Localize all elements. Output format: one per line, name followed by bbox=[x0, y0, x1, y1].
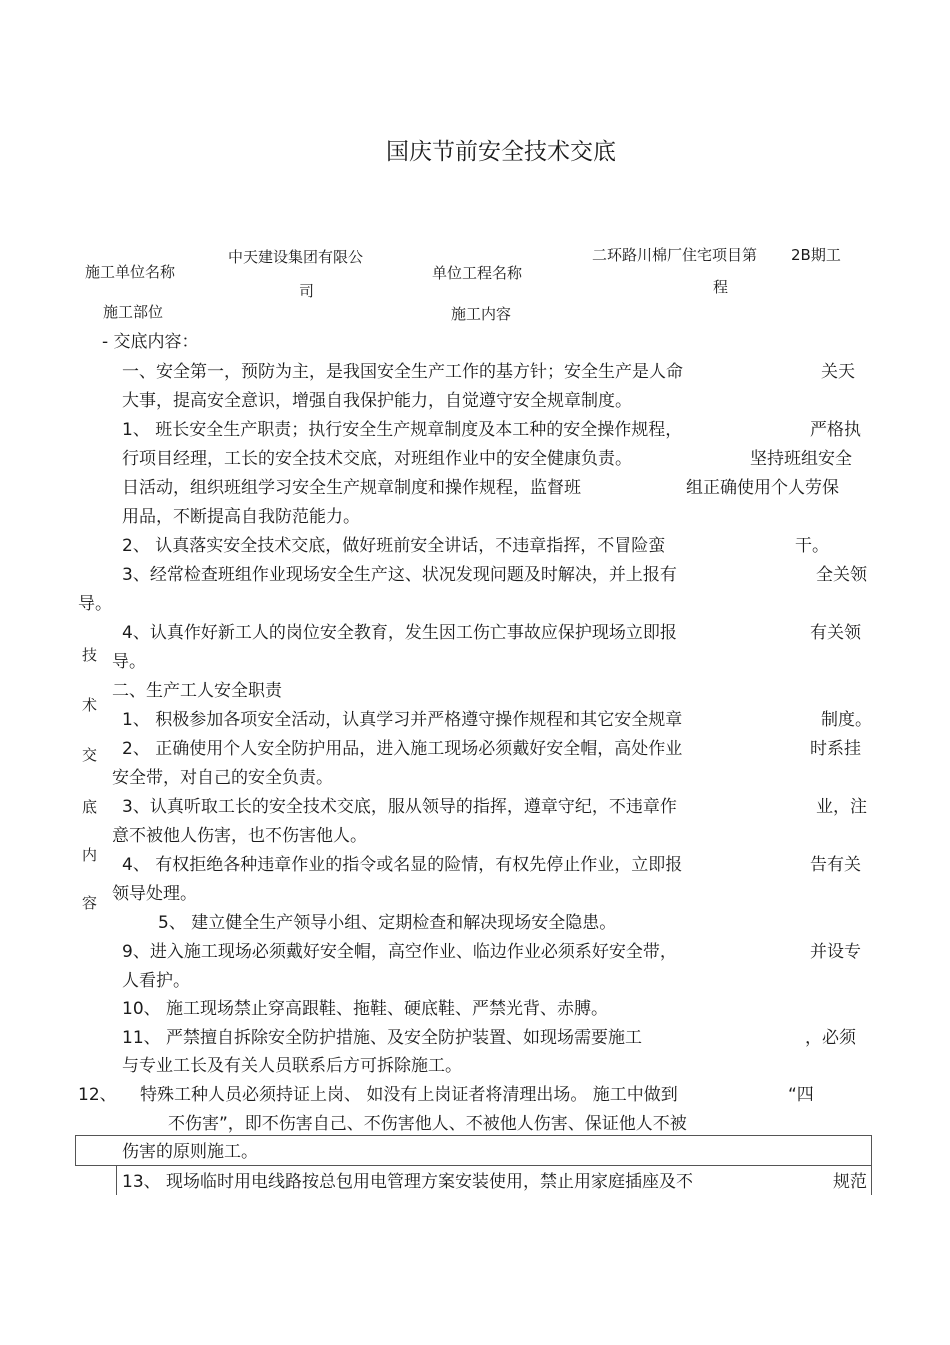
body-line-tail: 有关领 bbox=[810, 623, 861, 643]
body-line: 与专业工长及有关人员联系后方可拆除施工。 bbox=[122, 1056, 462, 1076]
body-line-tail: 业，注 bbox=[816, 797, 867, 817]
project-label: 单位工程名称 bbox=[432, 264, 523, 282]
table-left-border bbox=[75, 1135, 76, 1165]
body-line: 导。 bbox=[112, 652, 146, 672]
project-value-b: 2B期工 bbox=[791, 246, 841, 264]
body-line-tail: “四 bbox=[788, 1085, 814, 1105]
body-line-mid: 特殊工种人员必须持证上岗、 如没有上岗证者将清理出场。 施工中做到 bbox=[140, 1085, 678, 1105]
body-line: 用品，不断提高自我防范能力。 bbox=[122, 507, 360, 527]
unit-value-line2: 司 bbox=[299, 282, 315, 300]
body-line-tail: 坚持班组安全 bbox=[750, 449, 852, 469]
table-top-border bbox=[75, 1135, 872, 1136]
body-line: 2、 正确使用个人安全防护用品，进入施工现场必须戴好安全帽，高处作业 bbox=[122, 739, 683, 759]
body-line: 9、进入施工现场必须戴好安全帽，高空作业、临边作业必须系好安全带， bbox=[122, 942, 677, 962]
body-line-tail: 时系挂 bbox=[810, 739, 861, 759]
side-label-char: 内 bbox=[82, 846, 98, 864]
table-row-border bbox=[75, 1165, 872, 1166]
body-line: 5、 建立健全生产领导小组、定期检查和解决现场安全隐患。 bbox=[158, 913, 617, 933]
body-line: 领导处理。 bbox=[112, 884, 197, 904]
body-line: 行项目经理，工长的安全技术交底，对班组作业中的安全健康负责。 bbox=[122, 449, 632, 469]
body-line: 意不被他人伤害，也不伤害他人。 bbox=[112, 826, 367, 846]
body-line: 1、 积极参加各项安全活动，认真学习并严格遵守操作规程和其它安全规章 bbox=[122, 710, 683, 730]
unit-label: 施工单位名称 bbox=[85, 263, 176, 281]
body-line: 4、 有权拒绝各种违章作业的指令或名显的险情，有权先停止作业，立即报 bbox=[122, 855, 683, 875]
content-label: 施工内容 bbox=[451, 305, 512, 323]
page-title: 国庆节前安全技术交底 bbox=[386, 139, 616, 165]
body-line: 一、安全第一，预防为主，是我国安全生产工作的基方针；安全生产是人命 bbox=[122, 362, 683, 382]
body-line: 3、经常检查班组作业现场安全生产这、状况发现问题及时解决，并上报有 bbox=[122, 565, 677, 585]
body-line: 11、 严禁擅自拆除安全防护措施、及安全防护装置、如现场需要施工 bbox=[122, 1028, 643, 1048]
body-line-tail: ，必须 bbox=[805, 1028, 856, 1048]
side-label-char: 技 bbox=[82, 646, 98, 664]
body-line-tail: 关天 bbox=[821, 362, 855, 382]
side-label-char: 容 bbox=[82, 894, 98, 912]
body-line: 人看护。 bbox=[122, 971, 190, 991]
body-line-tail: 全关领 bbox=[816, 565, 867, 585]
body-line: 导。 bbox=[78, 594, 112, 614]
unit-value-line1: 中天建设集团有限公 bbox=[228, 248, 364, 266]
project-value-line2: 程 bbox=[713, 278, 729, 296]
body-line: 日活动，组织班组学习安全生产规章制度和操作规程，监督班 bbox=[122, 478, 581, 498]
table-inner-border bbox=[116, 1165, 117, 1195]
body-line: 安全带，对自己的安全负责。 bbox=[112, 768, 333, 788]
body-line: 伤害的原则施工。 bbox=[122, 1142, 258, 1162]
body-line: 大事，提高安全意识，增强自我保护能力，自觉遵守安全规章制度。 bbox=[122, 391, 632, 411]
body-line: 13、 现场临时用电线路按总包用电管理方案安装使用，禁止用家庭插座及不 bbox=[122, 1172, 694, 1192]
body-line: 1、 班长安全生产职责；执行安全生产规章制度及本工种的安全操作规程， bbox=[122, 420, 683, 440]
body-line: 2、 认真落实安全技术交底，做好班前安全讲话，不违章指挥，不冒险蛮 bbox=[122, 536, 666, 556]
body-line: 3、认真听取工长的安全技术交底，服从领导的指挥，遵章守纪，不违章作 bbox=[122, 797, 677, 817]
body-line: 二、生产工人安全职责 bbox=[112, 681, 282, 701]
section-label: - 交底内容： bbox=[102, 332, 199, 352]
side-label-char: 术 bbox=[82, 696, 98, 714]
body-line-tail: 干。 bbox=[795, 536, 829, 556]
body-line-tail: 组正确使用个人劳保 bbox=[686, 478, 839, 498]
body-line: 10、 施工现场禁止穿高跟鞋、拖鞋、硬底鞋、严禁光背、赤膊。 bbox=[122, 999, 609, 1019]
body-line: 12、 bbox=[78, 1085, 117, 1105]
side-label-char: 交 bbox=[82, 746, 98, 764]
body-line: 4、认真作好新工人的岗位安全教育，发生因工伤亡事故应保护现场立即报 bbox=[122, 623, 677, 643]
body-line-tail: 规范 bbox=[833, 1172, 867, 1192]
body-line-tail: 严格执 bbox=[810, 420, 861, 440]
body-line-tail: 制度。 bbox=[821, 710, 872, 730]
side-label-char: 底 bbox=[82, 798, 98, 816]
body-line: 不伤害”，即不伤害自己、不伤害他人、不被他人伤害、保证他人不被 bbox=[168, 1114, 687, 1134]
body-line-tail: 告有关 bbox=[810, 855, 861, 875]
project-value-a: 二环路川棉厂住宅项目第 bbox=[592, 246, 758, 264]
part-label: 施工部位 bbox=[103, 303, 164, 321]
body-line-tail: 并设专 bbox=[810, 942, 861, 962]
